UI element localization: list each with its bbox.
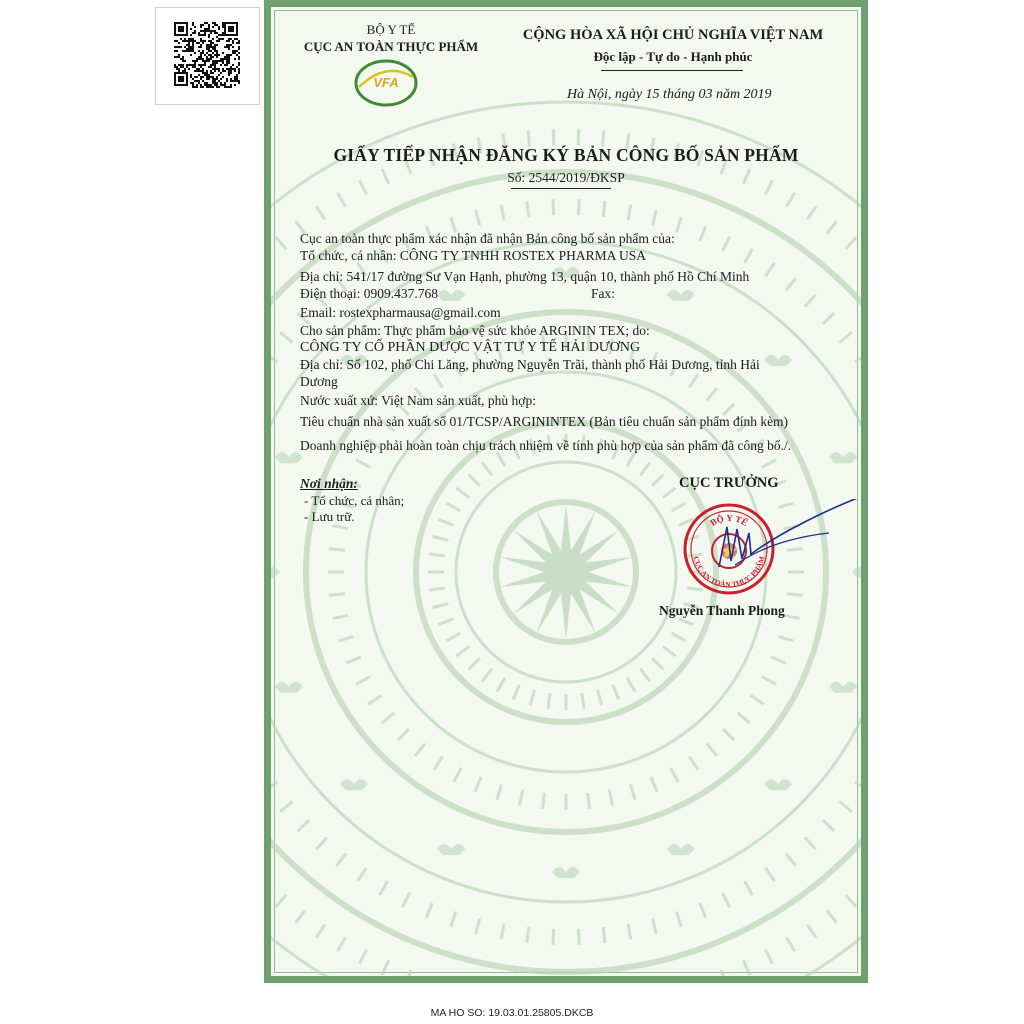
ministry-header bbox=[271, 21, 511, 55]
stamp-bottom-text: CỤC AN TOÀN THỰC PHẨM bbox=[691, 555, 767, 590]
recipients-label: Nơi nhận: bbox=[300, 476, 358, 491]
document-title: GIẤY TIẾP NHẬN ĐĂNG KÝ BẢN CÔNG BỐ SẢN PHẨM bbox=[333, 145, 799, 165]
agency-name: CỤC AN TOÀN THỰC PHẨM bbox=[303, 39, 479, 54]
body-line: Tổ chức, cá nhân: CÔNG TY TNHH ROSTEX PHARMA USA bbox=[300, 248, 647, 263]
republic-name: CỘNG HÒA XÃ HỘI CHỦ NGHĨA VIỆT NAM bbox=[522, 27, 824, 43]
qr-code-box bbox=[155, 7, 260, 105]
body-line: Dương bbox=[300, 374, 338, 389]
certificate bbox=[264, 0, 868, 983]
body-line: Doanh nghiệp phải hoàn toàn chịu trách nhiệm về tính phù hợp của sản phẩm đã công bố./. bbox=[300, 438, 792, 453]
vfa-logo-icon bbox=[353, 57, 419, 109]
official-stamp-icon bbox=[679, 499, 868, 599]
motto-underline bbox=[601, 70, 743, 71]
body-line: Nước xuất xứ: Việt Nam sản xuất, phù hợp: bbox=[300, 393, 536, 408]
document-number-underline bbox=[511, 188, 611, 189]
recipient-item: - Tổ chức, cá nhân; bbox=[304, 493, 405, 508]
body-line: CÔNG TY CỔ PHẦN DƯỢC VẬT TƯ Y TẾ HẢI DƯƠNG bbox=[300, 340, 641, 355]
body-line: Tiêu chuẩn nhà sản xuất số 01/TCSP/ARGININTEX (Bản tiêu chuẩn sản phẩm đính kèm) bbox=[300, 414, 789, 429]
qr-code bbox=[174, 22, 240, 88]
logo-text: VFA bbox=[373, 75, 399, 90]
body-line: Địa chỉ: 541/17 đường Sư Vạn Hạnh, phường 13, quận 10, thành phố Hồ Chí Minh bbox=[300, 269, 750, 284]
national-motto: Độc lập - Tự do - Hạnh phúc bbox=[593, 49, 753, 64]
dossier-code: MA HO SO: 19.03.01.25805.DKCB bbox=[430, 1007, 594, 1019]
body-line: Cục an toàn thực phẩm xác nhận đã nhận Bản công bố sản phẩm của: bbox=[300, 231, 675, 246]
body-line: Email: rostexpharmausa@gmail.com bbox=[300, 305, 501, 320]
ministry-name: BỘ Y TẾ bbox=[366, 22, 416, 37]
recipient-item: - Lưu trữ. bbox=[304, 509, 355, 524]
body-line: Điện thoại: 0909.437.768 bbox=[300, 286, 438, 301]
signer-name: Nguyễn Thanh Phong bbox=[659, 603, 785, 618]
director-title: CỤC TRƯỞNG bbox=[679, 475, 779, 491]
place-date: Hà Nội, ngày 15 tháng 03 năm 2019 bbox=[567, 87, 772, 102]
body-line: Địa chỉ: Số 102, phố Chi Lăng, phường Nguyễn Trãi, thành phố Hải Dương, tỉnh Hải bbox=[300, 357, 760, 372]
svg-text:BỘ Y TẾ bbox=[708, 513, 749, 528]
fax-label: Fax: bbox=[591, 286, 616, 301]
document-number: Số: 2544/2019/ĐKSP bbox=[507, 170, 625, 185]
body-line: Cho sản phẩm: Thực phẩm bảo vệ sức khỏe ARGININ TEX; do: bbox=[300, 323, 650, 338]
stamp-top-text: BỘ Y TẾ bbox=[708, 512, 750, 528]
